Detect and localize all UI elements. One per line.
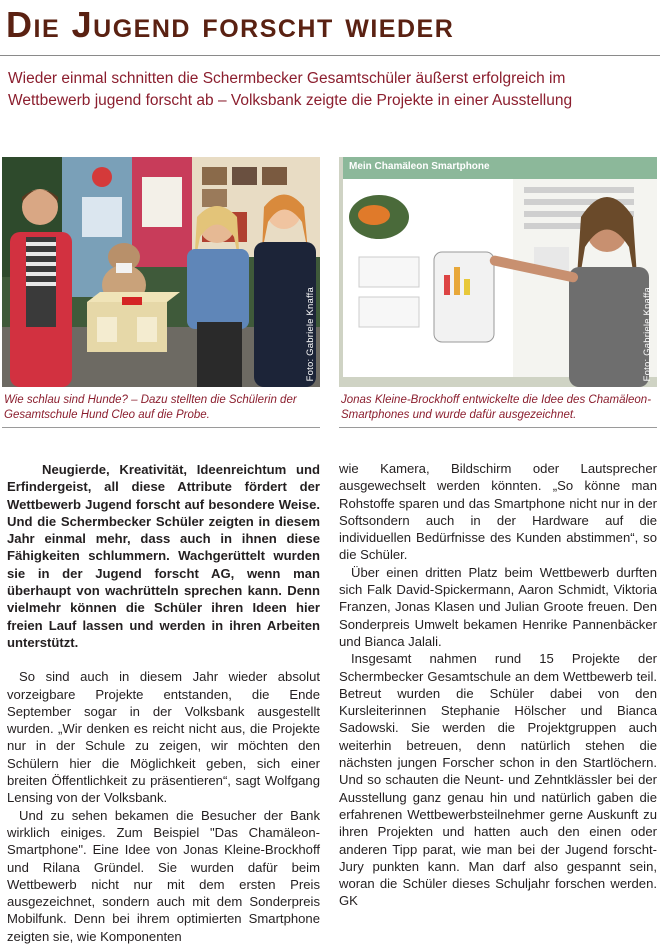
article-column-right — [339, 460, 657, 910]
photo-credit-left: Foto: Gabriele Knaffa — [305, 286, 316, 381]
caption-right: Jonas Kleine-Brockhoff entwickelte die Idee des Chamäleon-Smartphones und wurde dafür ausgezeichnet. — [341, 394, 652, 421]
body-paragraph: Und zu sehen bekamen die Besucher der Bank wirklich einiges. Zum Beispiel "Das Chamäleon-Smartphone". Eine Idee von Jonas Kleine-Brockhoff und Rilana Gründel. Sie wurden dafür beim Wettbewerb nicht nur mit dem ersten Preis ausgezeichnet, sondern auch mit dem Sonderpreis Mobilfunk. Denn bei ihrem optimierten Smartphone zeigten sie, wie Komponenten — [7, 807, 320, 944]
caption-left: Wie schlau sind Hunde? – Dazu stellten die Schülerin der Gesamtschule Hund Cleo auf die Probe. — [4, 394, 297, 421]
photo-smartphone-poster-illustration — [339, 157, 657, 387]
caption-divider-right — [339, 427, 657, 428]
article-subtitle: Wieder einmal schnitten die Schermbecker Gesamtschüler äußerst erfolgreich im Wettbewerb jugend forscht ab – Volksbank zeigte die Projekte in einer Ausstellung — [8, 70, 573, 109]
headline-divider — [0, 55, 660, 56]
caption-divider-left — [2, 427, 320, 428]
photo-dog-experiment-illustration — [2, 157, 320, 387]
photo-credit-right: Foto: Gabriele Knaffa — [642, 286, 653, 381]
article-headline: Die Jugend forscht wieder — [6, 4, 455, 45]
body-paragraph: Insgesamt nahmen rund 15 Projekte der Schermbecker Gesamtschule an dem Wettbewerb teil. Betreut wurden die Schüler dabei von den Kursleiterinnen Stephanie Hölscher und Bianca Sadowski. Sie werden die Projektgruppen auch weiterhin betreuen, denn natürlich stehen die nächsten jungen Forscher schon in den Startlöchern. Und so schauten die Neunt- und Zehntklässler bei der Ausstellung ganz genau hin und natürlich gaben die erfahrenen Wettbewerbsteilnehmer gerne Auskunft zu ihren Projekten und hatten auch den einen oder anderen Tipp parat, wie man bei der Jugend forscht-Jury punkten kann. Man darf also gespannt sein, woran die Schüler dieses Schuljahr forschen werden. GK — [339, 651, 657, 909]
poster-title: Mein Chamäleon Smartphone — [349, 161, 490, 172]
photo-dog-experiment — [2, 157, 320, 387]
lead-paragraph: Neugierde, Kreativität, Ideenreichtum und Erfindergeist, all diese Attribute fördert der Wettbewerb Jugend forscht auf besondere Weise. Und die Schermbecker Schüler zeigten in diesem Jahr einmal mehr, dass auch in ihnen diese Fähigkeiten schlummern. Wachgerüttelt wurden sie in der Jugend forscht AG, wenn man überhaupt von wachrütteln sprechen kann. Denn vielmehr können die Schüler ihren Ideen hier freien Lauf lassen und werden in ihren Arbeiten unterstützt. — [7, 462, 320, 650]
body-paragraph: Über einen dritten Platz beim Wettbewerb durften sich Falk David-Spickermann, Aaron Schmidt, Viktoria Franzen, Jonas Klasen und Julian Groote freuen. Den Sonderpreis Umwelt bekamen Henrike Pannenbäcker und Bianca Jalali. — [339, 564, 657, 649]
article-column-left — [7, 461, 320, 945]
body-paragraph: wie Kamera, Bildschirm oder Lautsprecher ausgewechselt werden könnten. „So könne man Rohstoffe sparen und das Smartphone nicht nur in der Softsondern auch in der Hardware auf die individuellen Bedürfnisse des Kunden abstimmen“, so die Schüler. — [339, 461, 657, 563]
photo-smartphone-poster — [339, 157, 657, 387]
body-paragraph: So sind auch in diesem Jahr wieder absolut vorzeigbare Projekte entstanden, die Ende September sogar in der Volksbank ausgestellt wurden. „Wir denken es reicht nicht aus, die Projekte nur in der Schule zu zeigen, wir möchten den Schülern hier die Möglichkeit geben, sich einer breiten Öffentlichkeit zu präsentieren“, sagt Wolfgang Lensing von der Volksbank. — [7, 669, 320, 806]
